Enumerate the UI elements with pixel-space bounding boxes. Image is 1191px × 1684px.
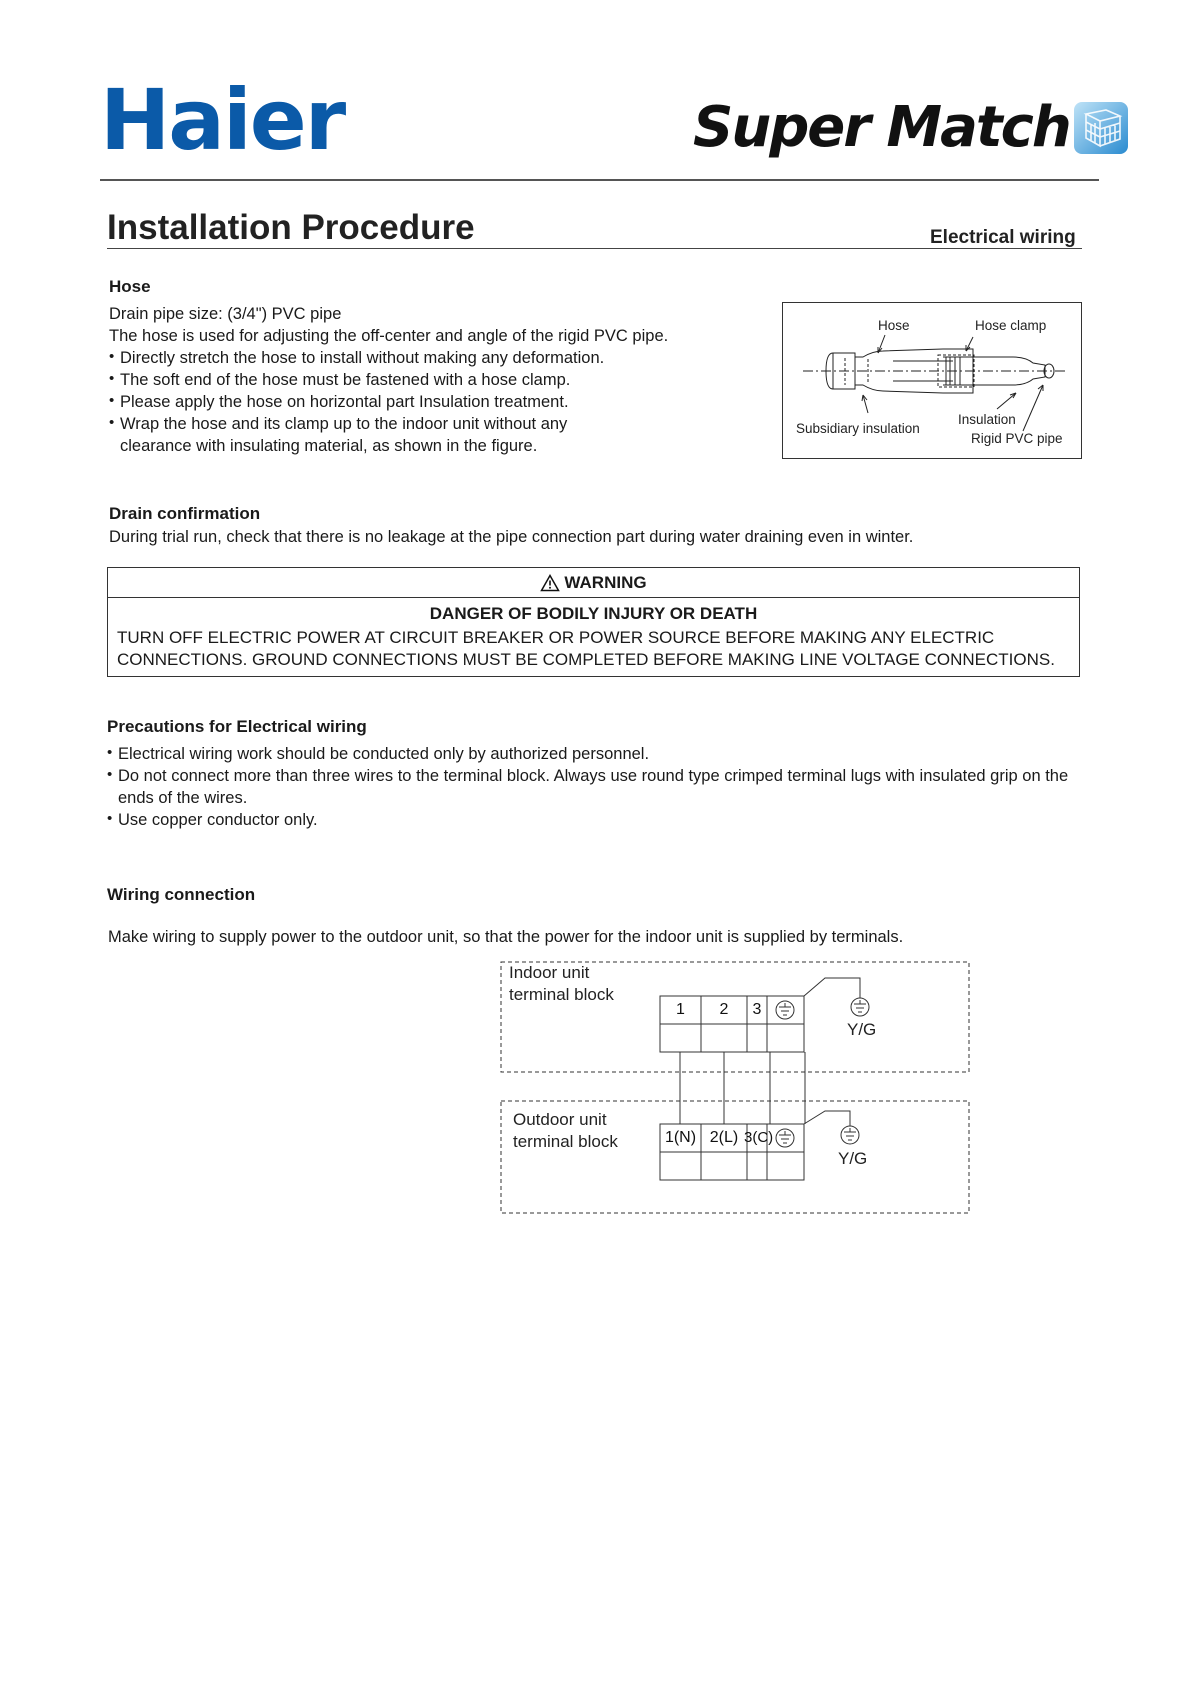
outdoor-terminal-block-label: terminal block [513, 1132, 618, 1151]
list-item: • Directly stretch the hose to install without making any deformation. [109, 347, 760, 369]
hose-line: The hose is used for adjusting the off-center and angle of the rigid PVC pipe. [109, 327, 669, 345]
warning-triangle-icon [540, 574, 560, 592]
warning-box [107, 567, 1080, 677]
super-match-logo [693, 95, 1130, 160]
outdoor-terminal-2l: 2(L) [709, 1129, 739, 1146]
rigid-pvc-pipe-label: Rigid PVC pipe [971, 431, 1063, 446]
indoor-terminal-2: 2 [719, 1001, 729, 1018]
section-label: Electrical wiring [930, 227, 1076, 248]
precautions-bullets [107, 743, 1097, 831]
haier-logo: Haier [100, 71, 345, 169]
warning-body: TURN OFF ELECTRIC POWER AT CIRCUIT BREAKER OR POWER SOURCE BEFORE MAKING ANY ELECTRIC CONNECTIONS. GROUND CONNECTIONS MUST BE COMPLETED BEFORE MAKING LINE VOLTAGE CONNECTIONS. [117, 628, 1055, 669]
warning-header [108, 568, 1079, 598]
list-item: • Wrap the hose and its clamp up to the indoor unit without any clearance with insulating material, as shown in the figure. [109, 413, 590, 457]
indoor-ground-label: Y/G [847, 1020, 877, 1039]
super-match-logo-text: Super Match [693, 95, 1070, 160]
hose-figure [782, 302, 1082, 459]
drain-text: During trial run, check that there is no leakage at the pipe connection part during water draining even in winter. [109, 528, 914, 546]
list-item: • The soft end of the hose must be fastened with a hose clamp. [109, 369, 760, 391]
outdoor-ground-label: Y/G [838, 1149, 868, 1168]
title-rule [107, 248, 1082, 249]
list-item: • Do not connect more than three wires to the terminal block. Always use round type crimped terminal lugs with insulated grip on the ends of the wires. [107, 765, 1097, 809]
outdoor-terminal-1n: 1(N) [664, 1129, 697, 1146]
insulation-label: Insulation [958, 412, 1016, 427]
outdoor-unit-label: Outdoor unit [513, 1110, 607, 1129]
indoor-unit-label: Indoor unit [509, 963, 590, 982]
cube-icon [1072, 100, 1130, 156]
hose-bullets [109, 347, 609, 457]
list-item: • Please apply the hose on horizontal part Insulation treatment. [109, 391, 760, 413]
list-item: • Electrical wiring work should be conducted only by authorized personnel. [107, 743, 1097, 765]
wiring-text: Make wiring to supply power to the outdoor unit, so that the power for the indoor unit is supplied by terminals. [108, 928, 904, 946]
list-item: • Use copper conductor only. [107, 809, 1097, 831]
warning-subtitle: DANGER OF BODILY INJURY OR DEATH [429, 604, 758, 623]
warning-title: WARNING [564, 572, 647, 592]
outdoor-terminal-3c: 3(C) [744, 1129, 774, 1146]
hose-text [109, 303, 749, 457]
wiring-heading: Wiring connection [107, 885, 256, 904]
hose-line: Drain pipe size: (3/4") PVC pipe [109, 305, 342, 323]
hose-clamp-label: Hose clamp [975, 318, 1047, 333]
header-rule [100, 179, 1099, 181]
precautions-heading: Precautions for Electrical wiring [107, 717, 367, 736]
drain-heading: Drain confirmation [109, 504, 261, 523]
subsidiary-insulation-label: Subsidiary insulation [796, 421, 920, 436]
wiring-diagram [495, 956, 975, 1218]
hose-label: Hose [878, 318, 910, 333]
indoor-terminal-1: 1 [676, 1001, 685, 1018]
hose-heading: Hose [109, 277, 151, 296]
indoor-terminal-block-label: terminal block [509, 985, 614, 1004]
indoor-terminal-3: 3 [752, 1001, 762, 1018]
page-title: Installation Procedure [107, 208, 475, 247]
